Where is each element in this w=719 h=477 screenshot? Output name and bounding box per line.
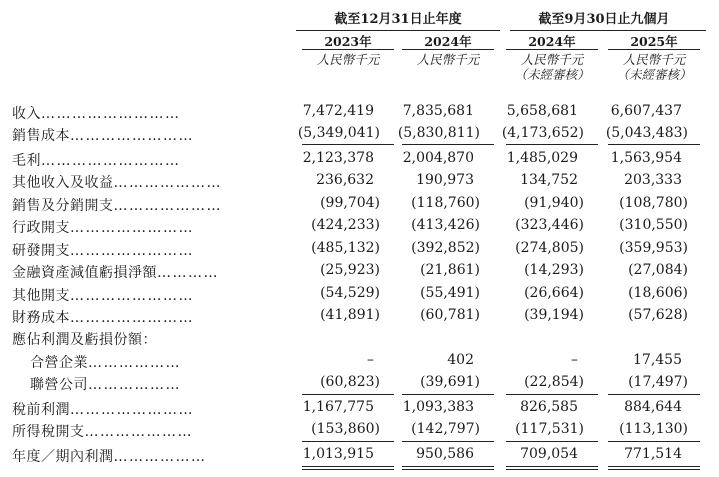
table-cell: 709,054 (520, 446, 578, 462)
table-cell: 134,752 (520, 172, 578, 188)
table-cell: 826,585 (520, 399, 578, 415)
header-fiscal-year: 截至12月31日止年度 (334, 12, 462, 27)
table-cell: (27,084) (628, 262, 688, 278)
table-cell: (142,797) (411, 421, 480, 437)
table-cell: 402 (447, 352, 474, 368)
table-cell: (14,293) (524, 262, 584, 278)
underline-rule (402, 441, 494, 442)
row-label-text: 其他開支 (12, 288, 70, 304)
underline-rule (402, 466, 494, 467)
leader-dots: ………… (157, 265, 219, 281)
table-cell: (41,891) (320, 307, 380, 323)
table-cell: (57,628) (628, 307, 688, 323)
table-cell: (413,426) (411, 217, 480, 233)
row-label (30, 352, 181, 372)
unit-label: （未經審核） (514, 67, 590, 82)
year-rule (506, 49, 598, 50)
table-cell: 5,658,681 (506, 103, 578, 119)
year-header: 2025年 (630, 34, 678, 49)
underline-rule (608, 394, 700, 395)
row-label (12, 421, 193, 441)
row-label (12, 329, 157, 349)
unit-label: 人民幣千元 (520, 52, 584, 67)
leader-dots: …………………… (70, 243, 194, 259)
underline-rule (506, 466, 598, 467)
row-label (12, 262, 219, 282)
table-cell: 884,644 (624, 399, 682, 415)
table-cell: (323,446) (515, 217, 584, 233)
row-label (12, 195, 222, 215)
underline-rule (302, 394, 394, 395)
table-cell: (5,043,483) (605, 125, 688, 141)
table-cell: 950,586 (416, 446, 474, 462)
table-cell: (5,349,041) (297, 125, 380, 141)
row-label-text: 毛利 (12, 153, 41, 169)
leader-dots: ……………… (113, 449, 207, 465)
year-rule (608, 49, 700, 50)
table-cell: (4,173,652) (501, 125, 584, 141)
row-label-text: 銷售及分銷開支 (12, 198, 114, 214)
underline-rule (608, 441, 700, 442)
underline-rule (608, 469, 700, 470)
row-label-text: 所得稅開支 (12, 424, 85, 440)
row-label-text: 其他收入及收益 (12, 175, 114, 191)
table-cell: 1,485,029 (506, 150, 578, 166)
underline-rule (506, 394, 598, 395)
table-cell: (60,823) (320, 374, 380, 390)
row-label (12, 285, 194, 305)
table-cell: (274,805) (515, 240, 584, 256)
leader-dots: …………………… (70, 220, 194, 236)
row-label-text: 財務成本 (12, 310, 70, 326)
row-label-text: 合營企業 (30, 355, 88, 371)
row-label (12, 125, 194, 145)
leader-dots: …………………… (70, 288, 194, 304)
year-header: 2023年 (324, 34, 372, 49)
table-cell: (17,497) (628, 374, 688, 390)
leader-dots: ……………………… (41, 153, 181, 169)
table-cell: – (367, 352, 374, 368)
table-cell: 1,563,954 (610, 150, 682, 166)
header-rule (296, 30, 500, 31)
row-label (12, 307, 194, 327)
table-cell: (117,531) (515, 421, 584, 437)
table-cell: (113,130) (619, 421, 688, 437)
row-label-text: 收入 (12, 106, 41, 122)
table-cell: (310,550) (619, 217, 688, 233)
underline-rule (302, 466, 394, 467)
table-cell: (25,923) (320, 262, 380, 278)
table-cell: (5,830,811) (397, 125, 480, 141)
row-label (12, 217, 194, 237)
unit-label: 人民幣千元 (622, 52, 686, 67)
table-cell: (99,704) (320, 195, 380, 211)
leader-dots: …………………… (70, 402, 194, 418)
row-label-text: 行政開支 (12, 220, 70, 236)
header-nine-months: 截至9月30日止九個月 (538, 12, 670, 27)
table-cell: 6,607,437 (610, 103, 682, 119)
row-label-text: 應佔利潤及虧損份額： (12, 332, 157, 348)
leader-dots: …………………… (70, 128, 194, 144)
leader-dots: ………………… (84, 424, 193, 440)
underline-rule (302, 144, 394, 145)
underline-rule (402, 469, 494, 470)
underline-rule (302, 469, 394, 470)
row-label-text: 年度／期內利潤 (12, 449, 114, 465)
table-cell: (54,529) (320, 285, 380, 301)
table-cell: 17,455 (633, 352, 682, 368)
table-cell: (55,491) (420, 285, 480, 301)
underline-rule (506, 144, 598, 145)
table-cell: (18,606) (628, 285, 688, 301)
row-label (12, 150, 181, 170)
table-cell: 7,835,681 (402, 103, 474, 119)
row-label-text: 稅前利潤 (12, 402, 70, 418)
unit-label: 人民幣千元 (316, 52, 380, 67)
table-cell: (485,132) (311, 240, 380, 256)
leader-dots: …………………… (70, 310, 194, 326)
table-cell: 771,514 (624, 446, 682, 462)
table-cell: 2,004,870 (402, 150, 474, 166)
table-cell: (359,953) (619, 240, 688, 256)
table-cell: 190,973 (416, 172, 474, 188)
underline-rule (302, 441, 394, 442)
leader-dots: ……………… (88, 355, 181, 371)
table-cell: 203,333 (624, 172, 682, 188)
year-header: 2024年 (424, 34, 472, 49)
row-label (12, 446, 207, 466)
table-cell: (39,691) (420, 374, 480, 390)
row-label (12, 103, 181, 123)
leader-dots: ……………………… (41, 106, 181, 122)
table-cell: (108,780) (619, 195, 688, 211)
header-rule (510, 30, 706, 31)
table-cell: (424,233) (311, 217, 380, 233)
row-label-text: 研發開支 (12, 243, 70, 259)
year-header: 2024年 (528, 34, 576, 49)
table-cell: (22,854) (524, 374, 584, 390)
leader-dots: ………………… (113, 198, 222, 214)
underline-rule (402, 144, 494, 145)
table-cell: (26,664) (524, 285, 584, 301)
table-cell: 2,123,378 (302, 150, 374, 166)
row-label-text: 金融資產減值虧損淨額 (12, 265, 157, 281)
table-cell: 1,093,383 (402, 399, 474, 415)
table-cell: (118,760) (411, 195, 480, 211)
underline-rule (608, 144, 700, 145)
table-cell: 7,472,419 (302, 103, 374, 119)
table-cell: (21,861) (420, 262, 480, 278)
row-label (12, 399, 194, 419)
leader-dots: ………………… (113, 175, 222, 191)
underline-rule (402, 394, 494, 395)
unit-label: （未經審核） (616, 67, 692, 82)
year-rule (402, 49, 494, 50)
unit-label: 人民幣千元 (416, 52, 480, 67)
table-cell: – (571, 352, 578, 368)
table-cell: (153,860) (311, 421, 380, 437)
table-cell: (91,940) (524, 195, 584, 211)
table-cell: (60,781) (420, 307, 480, 323)
row-label (12, 240, 194, 260)
row-label-text: 聯營公司 (30, 377, 88, 393)
underline-rule (506, 469, 598, 470)
table-cell: (392,852) (411, 240, 480, 256)
leader-dots: ……………… (88, 377, 181, 393)
underline-rule (506, 441, 598, 442)
underline-rule (608, 466, 700, 467)
table-cell: (39,194) (524, 307, 584, 323)
table-cell: 236,632 (316, 172, 374, 188)
table-cell: 1,167,775 (302, 399, 374, 415)
row-label (12, 172, 222, 192)
table-cell: 1,013,915 (302, 446, 374, 462)
year-rule (302, 49, 394, 50)
row-label-text: 銷售成本 (12, 128, 70, 144)
row-label (30, 374, 181, 394)
